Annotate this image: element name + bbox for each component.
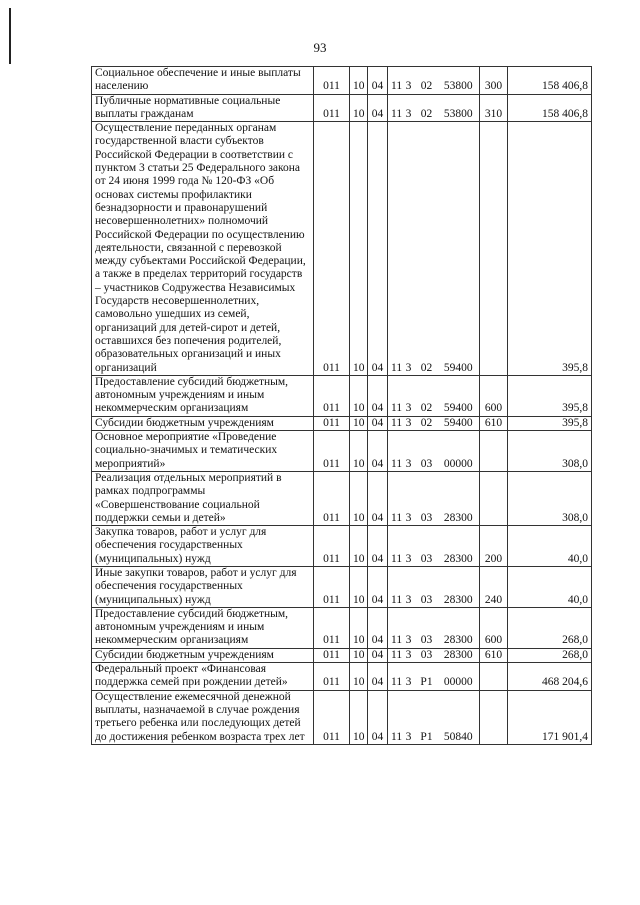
section-code-cell: 10 [350, 648, 368, 662]
direction-code-cell: 28300 [438, 607, 480, 648]
ministry-code-cell: 011 [314, 416, 350, 430]
direction-code-cell: 59400 [438, 416, 480, 430]
section-code-cell: 10 [350, 94, 368, 122]
expense-type-cell [480, 431, 508, 472]
page-number: 93 [313, 40, 327, 55]
expense-type-cell: 610 [480, 648, 508, 662]
event-code-cell: Р1 [416, 690, 438, 744]
row-name-cell: Закупка товаров, работ и услуг для обеспечения государственных (муниципальных) нужд [92, 526, 314, 567]
amount-cell: 268,0 [508, 607, 592, 648]
event-code-cell: 03 [416, 431, 438, 472]
expense-type-cell: 600 [480, 375, 508, 416]
section-code-cell: 10 [350, 690, 368, 744]
program-code-cell: 11 [388, 648, 402, 662]
row-name-cell: Предоставление субсидий бюджетным, автономным учреждениям и иным некоммерческим организациям [92, 607, 314, 648]
amount-cell: 395,8 [508, 416, 592, 430]
subprogram-code-cell: 3 [402, 663, 416, 691]
table-row [92, 122, 592, 376]
budget-table-body [92, 67, 592, 745]
program-code-cell: 11 [388, 607, 402, 648]
subsection-code-cell: 04 [368, 375, 388, 416]
program-code-cell: 11 [388, 566, 402, 607]
event-code-cell: 02 [416, 375, 438, 416]
subprogram-code-cell: 3 [402, 431, 416, 472]
budget-table [91, 66, 592, 745]
expense-type-cell: 300 [480, 67, 508, 95]
ministry-code-cell: 011 [314, 375, 350, 416]
expense-type-cell: 600 [480, 607, 508, 648]
table-row [92, 566, 592, 607]
ministry-code-cell: 011 [314, 566, 350, 607]
direction-code-cell: 53800 [438, 94, 480, 122]
subprogram-code-cell: 3 [402, 648, 416, 662]
event-code-cell: 02 [416, 416, 438, 430]
expense-type-cell [480, 690, 508, 744]
ministry-code-cell: 011 [314, 67, 350, 95]
subprogram-code-cell: 3 [402, 471, 416, 525]
direction-code-cell: 28300 [438, 471, 480, 525]
program-code-cell: 11 [388, 431, 402, 472]
direction-code-cell: 50840 [438, 690, 480, 744]
subsection-code-cell: 04 [368, 471, 388, 525]
table-row [92, 431, 592, 472]
subsection-code-cell: 04 [368, 67, 388, 95]
row-name-cell: Иные закупки товаров, работ и услуг для обеспечения государственных (муниципальных) нужд [92, 566, 314, 607]
subsection-code-cell: 04 [368, 648, 388, 662]
ministry-code-cell: 011 [314, 94, 350, 122]
event-code-cell: 02 [416, 67, 438, 95]
row-name-cell: Федеральный проект «Финансовая поддержка семей при рождении детей» [92, 663, 314, 691]
table-row [92, 526, 592, 567]
direction-code-cell: 28300 [438, 566, 480, 607]
program-code-cell: 11 [388, 94, 402, 122]
program-code-cell: 11 [388, 416, 402, 430]
row-name-cell: Субсидии бюджетным учреждениям [92, 648, 314, 662]
direction-code-cell: 28300 [438, 526, 480, 567]
amount-cell: 158 406,8 [508, 94, 592, 122]
event-code-cell: 03 [416, 566, 438, 607]
ministry-code-cell: 011 [314, 431, 350, 472]
table-row [92, 375, 592, 416]
subprogram-code-cell: 3 [402, 375, 416, 416]
expense-type-cell [480, 471, 508, 525]
amount-cell: 171 901,4 [508, 690, 592, 744]
amount-cell: 308,0 [508, 431, 592, 472]
subprogram-code-cell: 3 [402, 67, 416, 95]
table-row [92, 648, 592, 662]
program-code-cell: 11 [388, 375, 402, 416]
expense-type-cell: 240 [480, 566, 508, 607]
subprogram-code-cell: 3 [402, 416, 416, 430]
amount-cell: 40,0 [508, 566, 592, 607]
subprogram-code-cell: 3 [402, 94, 416, 122]
amount-cell: 158 406,8 [508, 67, 592, 95]
table-row [92, 690, 592, 744]
event-code-cell: 03 [416, 471, 438, 525]
row-name-cell: Реализация отдельных мероприятий в рамках подпрограммы «Совершенствование социальной поддержки семьи и детей» [92, 471, 314, 525]
subsection-code-cell: 04 [368, 94, 388, 122]
row-name-cell: Социальное обеспечение и иные выплаты населению [92, 67, 314, 95]
section-code-cell: 10 [350, 566, 368, 607]
row-name-cell: Публичные нормативные социальные выплаты гражданам [92, 94, 314, 122]
ministry-code-cell: 011 [314, 648, 350, 662]
row-name-cell: Предоставление субсидий бюджетным, автономным учреждениям и иным некоммерческим организациям [92, 375, 314, 416]
expense-type-cell [480, 663, 508, 691]
section-code-cell: 10 [350, 663, 368, 691]
event-code-cell: 02 [416, 94, 438, 122]
row-name-cell: Основное мероприятие «Проведение социально-значимых и тематических мероприятий» [92, 431, 314, 472]
subsection-code-cell: 04 [368, 526, 388, 567]
subprogram-code-cell: 3 [402, 566, 416, 607]
program-code-cell: 11 [388, 122, 402, 376]
table-row [92, 471, 592, 525]
program-code-cell: 11 [388, 471, 402, 525]
amount-cell: 308,0 [508, 471, 592, 525]
program-code-cell: 11 [388, 67, 402, 95]
section-code-cell: 10 [350, 471, 368, 525]
program-code-cell: 11 [388, 526, 402, 567]
section-code-cell: 10 [350, 607, 368, 648]
expense-type-cell: 610 [480, 416, 508, 430]
ministry-code-cell: 011 [314, 607, 350, 648]
direction-code-cell: 00000 [438, 663, 480, 691]
row-name-cell: Осуществление переданных органам государственной власти субъектов Российской Федерации в соответствии с пунктом 3 статьи 25 Федерального закона от 24 июня 1999 года № 120-ФЗ «Об основах системы профилактики безнадзорности и правонарушений несовершеннолетних» полномочий Российской Федерации по осуществлению деятельности, связанной с перевозкой между субъектами Российской Федерации, а также в пределах территорий государств – участников Содружества Независимых Государств несовершеннолетних, самовольно ушедших из семей, организаций для детей-сирот и детей, оставшихся без попечения родителей, образовательных организаций и иных организаций [92, 122, 314, 376]
subsection-code-cell: 04 [368, 663, 388, 691]
subsection-code-cell: 04 [368, 607, 388, 648]
event-code-cell: Р1 [416, 663, 438, 691]
section-code-cell: 10 [350, 416, 368, 430]
subsection-code-cell: 04 [368, 122, 388, 376]
table-row [92, 607, 592, 648]
expense-type-cell [480, 122, 508, 376]
subprogram-code-cell: 3 [402, 122, 416, 376]
amount-cell: 395,8 [508, 375, 592, 416]
amount-cell: 468 204,6 [508, 663, 592, 691]
amount-cell: 268,0 [508, 648, 592, 662]
direction-code-cell: 59400 [438, 375, 480, 416]
ministry-code-cell: 011 [314, 122, 350, 376]
event-code-cell: 03 [416, 648, 438, 662]
expense-type-cell: 310 [480, 94, 508, 122]
expense-type-cell: 200 [480, 526, 508, 567]
event-code-cell: 03 [416, 607, 438, 648]
table-row [92, 416, 592, 430]
program-code-cell: 11 [388, 690, 402, 744]
direction-code-cell: 00000 [438, 431, 480, 472]
row-name-cell: Субсидии бюджетным учреждениям [92, 416, 314, 430]
direction-code-cell: 53800 [438, 67, 480, 95]
section-code-cell: 10 [350, 526, 368, 567]
amount-cell: 40,0 [508, 526, 592, 567]
amount-cell: 395,8 [508, 122, 592, 376]
event-code-cell: 03 [416, 526, 438, 567]
ministry-code-cell: 011 [314, 690, 350, 744]
table-row [92, 663, 592, 691]
program-code-cell: 11 [388, 663, 402, 691]
section-code-cell: 10 [350, 67, 368, 95]
subprogram-code-cell: 3 [402, 526, 416, 567]
subsection-code-cell: 04 [368, 431, 388, 472]
section-code-cell: 10 [350, 122, 368, 376]
subsection-code-cell: 04 [368, 690, 388, 744]
subsection-code-cell: 04 [368, 416, 388, 430]
ministry-code-cell: 011 [314, 663, 350, 691]
subprogram-code-cell: 3 [402, 607, 416, 648]
subsection-code-cell: 04 [368, 566, 388, 607]
direction-code-cell: 59400 [438, 122, 480, 376]
subprogram-code-cell: 3 [402, 690, 416, 744]
section-code-cell: 10 [350, 375, 368, 416]
section-code-cell: 10 [350, 431, 368, 472]
table-row [92, 67, 592, 95]
table-row [92, 94, 592, 122]
direction-code-cell: 28300 [438, 648, 480, 662]
ministry-code-cell: 011 [314, 526, 350, 567]
event-code-cell: 02 [416, 122, 438, 376]
row-name-cell: Осуществление ежемесячной денежной выплаты, назначаемой в случае рождения третьего ребенка или последующих детей до достижения ребенком возраста трех лет [92, 690, 314, 744]
ministry-code-cell: 011 [314, 471, 350, 525]
